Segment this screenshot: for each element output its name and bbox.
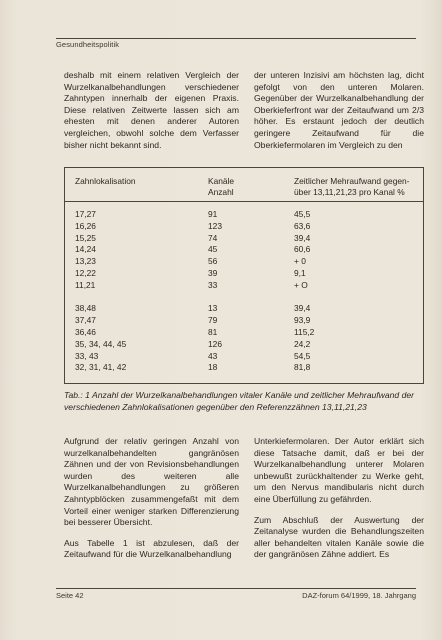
table-row [65, 268, 423, 280]
table-row [65, 351, 423, 363]
cell-count: 13 [208, 303, 218, 314]
cell-location: 33, 43 [75, 350, 99, 361]
cell-count: 91 [208, 209, 218, 219]
cell-percent: 45,5 [294, 209, 311, 219]
cell-percent: 39,4 [294, 232, 311, 243]
cell-location: 38,48 [75, 303, 96, 314]
cell-count: 45 [208, 244, 218, 255]
table-caption: Tab.: 1 Anzahl der Wurzelkanalbehandlungen vitaler Kanäle und zeitlicher Mehraufwand der verschiedenen Zahnlokalisationen gegenüber den Referenzzähnen 13,11,21,23 [64, 390, 415, 412]
column-header-location: Zahnlokalisation [75, 176, 136, 186]
journal-info: DAZ-forum 64/1999, 18. Jahrgang [302, 591, 416, 600]
cell-percent: + O [294, 279, 308, 290]
cell-location: 32, 31, 41, 42 [75, 362, 127, 373]
column-header-percent-line-1: Zeitlicher Mehraufwand gegen- [294, 176, 410, 186]
cell-count: 79 [208, 315, 218, 326]
cell-percent: 81,8 [294, 362, 311, 373]
table-row [65, 327, 423, 339]
column-header-count [208, 176, 234, 198]
footer-rule [56, 588, 416, 589]
cell-count: 43 [208, 350, 218, 361]
cell-location: 37,47 [75, 315, 96, 326]
table-row [65, 280, 423, 292]
text-column-left-top [64, 70, 239, 160]
cell-location: 12,22 [75, 267, 96, 278]
paragraph: Aus Tabelle 1 ist abzulesen, daß der Zeitaufwand für die Wurzelkanalbehandlung [64, 537, 239, 560]
cell-location: 35, 34, 44, 45 [75, 338, 127, 349]
cell-location: 13,23 [75, 256, 96, 267]
table-row [65, 209, 423, 221]
table-row [65, 221, 423, 233]
table-header [65, 168, 423, 202]
cell-percent: 39,4 [294, 303, 311, 314]
section-label: Gesundheitspolitik [56, 40, 120, 49]
cell-percent: 9,1 [294, 267, 306, 278]
cell-location: 11,21 [75, 279, 96, 290]
cell-count: 18 [208, 362, 218, 373]
table-row [65, 339, 423, 351]
cell-location: 14,24 [75, 244, 96, 255]
text-column-right-top [254, 70, 424, 160]
column-header-percent [294, 176, 419, 198]
table-row [65, 233, 423, 245]
cell-count: 74 [208, 232, 218, 243]
text-column-right-bottom [254, 436, 424, 570]
column-header-percent-line-2: über 13,11,21,23 pro Kanal % [294, 187, 405, 197]
page-number: Seite 42 [56, 591, 84, 600]
column-header-count-line-2: Anzahl [208, 187, 234, 197]
table-row [65, 256, 423, 268]
paragraph: der unteren Inzisivi am höchsten lag, dicht gefolgt von den unteren Molaren. Gegenüber der Wurzelkanalbehandlung der Oberkieferfront war der Zeitaufwand um 2/3 höher. Es erstaunt jedoch der deutlich geringere Zeitaufwand für die Oberkiefermolaren im Vergleich zu den [254, 70, 424, 150]
cell-location: 36,46 [75, 326, 96, 337]
cell-percent: 93,9 [294, 315, 311, 326]
cell-percent: 60,6 [294, 244, 311, 255]
cell-percent: 54,5 [294, 350, 311, 361]
table-body [65, 209, 423, 374]
data-table [64, 167, 424, 384]
header-rule [56, 38, 416, 39]
table-spacer [65, 292, 423, 304]
paragraph: Aufgrund der relativ geringen Anzahl von wurzelkanalbehandelten gangränösen Zähnen und der von Revisionsbehandlungen wurden des weiteren alle Wurzelkanalbehandlungen zu größeren Zahntypblöcken zusammengefaßt mit dem Vorteil einer weniger starken Differenzierung bei besserer Übersicht. [64, 436, 239, 528]
cell-percent: 115,2 [294, 326, 315, 337]
cell-count: 33 [208, 279, 218, 290]
cell-location: 15,25 [75, 232, 96, 243]
table-row [65, 303, 423, 315]
cell-count: 81 [208, 326, 218, 337]
cell-count: 56 [208, 256, 218, 267]
text-column-left-bottom [64, 436, 239, 570]
paragraph: Zum Abschluß der Auswertung der Zeitanalyse wurden die Behandlungszeiten aller behandelten vitalen Kanäle sowie die der gangränösen Zähne addiert. Es [254, 514, 424, 560]
cell-count: 39 [208, 267, 218, 278]
cell-location: 16,26 [75, 220, 96, 231]
paragraph: deshalb mit einem relativen Vergleich der Wurzelkanalbehandlungen verschiedener Zahntypen innerhalb der eigenen Praxis. Diese relativen Zeitwerte lassen sich am ehesten mit denen anderer Autoren vergleichen, obwohl solche dem Verfasser bisher nicht bekannt sind. [64, 70, 239, 150]
cell-location: 17,27 [75, 209, 96, 219]
table-row [65, 362, 423, 374]
cell-percent: + 0 [294, 256, 306, 267]
cell-count: 123 [208, 220, 222, 231]
cell-count: 126 [208, 338, 222, 349]
cell-percent: 24,2 [294, 338, 311, 349]
column-header-count-line-1: Kanäle [208, 176, 235, 186]
cell-percent: 63,6 [294, 220, 311, 231]
table-row [65, 315, 423, 327]
table-row [65, 244, 423, 256]
paragraph: Unterkiefermolaren. Der Autor erklärt sich diese Tatsache damit, daß er bei der Wurzelkanalbehandlung unterer Molaren unbewußt zurückhaltender zu Werke geht, um den Nervus mandibularis nicht durch eine Überfüllung zu gefährden. [254, 436, 424, 504]
